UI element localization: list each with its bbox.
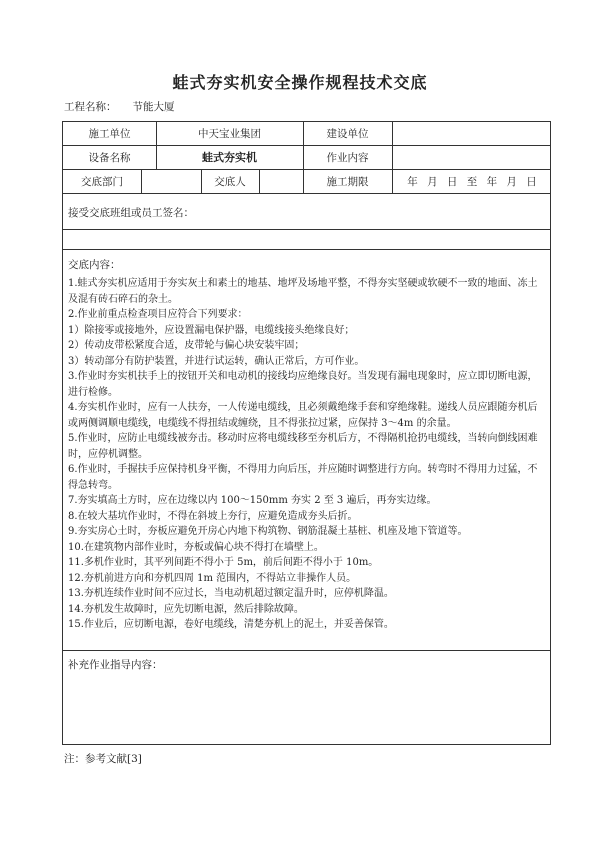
disclosure-table <box>62 121 551 745</box>
content-item: 3）转动部分有防护装置，并进行试运转，确认正常后，方可作业。 <box>68 355 365 367</box>
content-item: 3.作业时夯实机扶手上的按钮开关和电动机的接线均应绝缘良好。当发现有漏电现象时，应立即切断电源，进行检修。 <box>68 371 538 398</box>
period-value: 年 月 日 至 年 月 日 <box>407 176 537 188</box>
content-item: 1.蛙式夯实机应适用于夯实灰土和素土的地基、地坪及场地平整，不得夯实坚硬或软硬不一致的地面、冻土及混有砖石碎石的杂土。 <box>68 278 538 305</box>
work-content-label: 作业内容 <box>326 152 369 164</box>
content-item: 12.夯机前进方向和夯机四周 1m 范围内，不得站立非操作人员。 <box>68 572 357 584</box>
project-name-value: 节能大厦 <box>132 101 175 113</box>
period-label: 施工期限 <box>326 176 369 188</box>
supplement-label: 补充作业指导内容： <box>68 659 163 671</box>
content-item: 4.夯实机作业时，应有一人扶夯，一人传递电缆线，且必须戴绝缘手套和穿绝缘鞋。递线人员应跟随夯机后或两侧调顺电缆线，电缆线不得扭结或缠绕，且不得张拉过紧，应保持 3～4m 的余量。 <box>68 402 538 429</box>
owner-unit-label: 建设单位 <box>326 128 369 140</box>
content-item: 1）除接零或接地外，应设置漏电保护器，电缆线接头绝缘良好； <box>68 324 355 336</box>
equipment-label: 设备名称 <box>88 152 131 164</box>
content-label: 交底内容： <box>68 259 121 271</box>
document-title: 蛙式夯实机安全操作规程技术交底 <box>172 73 428 92</box>
content-item: 9.夯实房心土时，夯板应避免开房心内地下构筑物、钢筋混凝土基桩、机座及地下管道等。 <box>68 526 468 537</box>
person-label: 交底人 <box>214 176 246 188</box>
content-item: 13.夯机连续作业时间不应过长，当电动机超过额定温升时，应停机降温。 <box>68 588 394 599</box>
project-name-row <box>64 99 175 114</box>
equipment-value: 蛙式夯实机 <box>202 151 257 164</box>
content-item: 14.夯机发生故障时，应先切断电源，然后排除故障。 <box>68 603 304 615</box>
content-item: 6.作业时，手握扶手应保持机身平衡，不得用力向后压，并应随时调整进行方向。转弯时不得用力过猛，不得急转弯。 <box>68 464 538 491</box>
construction-unit-label: 施工单位 <box>88 128 131 140</box>
content-item: 2）传动皮带松紧度合适，皮带轮与偏心块安装牢固； <box>68 340 305 351</box>
content-item: 2.作业前重点检查项目应符合下列要求： <box>68 309 248 320</box>
signature-label: 接受交底班组或员工签名： <box>68 207 194 219</box>
content-item: 11.多机作业时，其平列间距不得小于 5m，前后间距不得小于 10m。 <box>68 557 379 568</box>
dept-label: 交底部门 <box>81 176 123 188</box>
content-item: 15.作业后，应切断电源，卷好电缆线，清楚夯机上的泥土，并妥善保管。 <box>68 619 394 630</box>
project-name-label: 工程名称： <box>64 101 117 113</box>
content-item: 8.在较大基坑作业时，不得在斜坡上夯行，应避免造成夯头后折。 <box>68 510 358 522</box>
content-list <box>68 276 544 633</box>
construction-unit-value: 中天宝业集团 <box>198 128 261 140</box>
content-item: 10.在建筑物内部作业时，夯板或偏心块不得打在墙壁上。 <box>68 541 324 553</box>
content-item: 7.夯实填高土方时，应在边缘以内 100～150mm 夯实 2 至 3 遍后，再夯实边缘。 <box>68 495 437 506</box>
reference-note: 注：参考文献[3] <box>64 753 142 765</box>
content-item: 5.作业时，应防止电缆线被夯击。移动时应将电缆线移至夯机后方，不得隔机抢扔电缆线，当转向倒线困难时，应停机调整。 <box>68 433 538 460</box>
